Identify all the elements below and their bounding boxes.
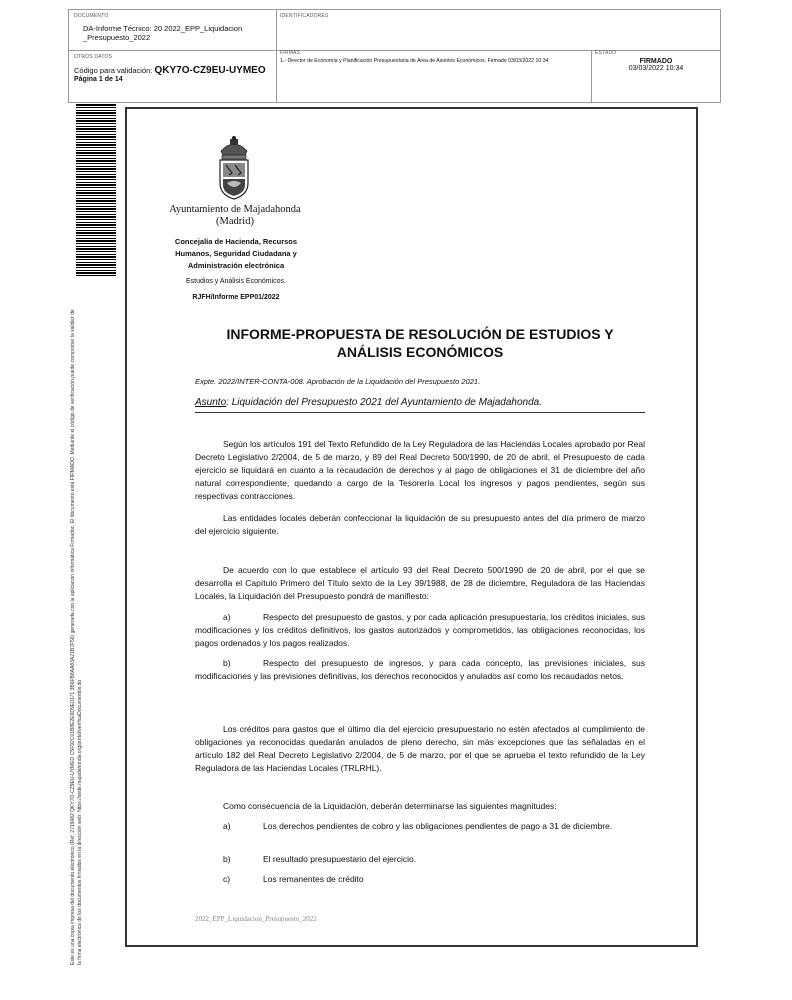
list-marker: b) — [223, 854, 231, 864]
codigo-label: Código para validación: — [74, 66, 153, 75]
list-marker: a) — [223, 821, 231, 831]
list-item — [195, 611, 645, 650]
verification-side-text: Este es una copia impresa del documento electrónico (Ref: 2719482 QKY7O-CZ9EU-UYMEO C5F92C01B8E2E6D9E0171 3B6FB8AA83A21B7F56) generada con la aplicación informática Firmadoc. El documento está FIRMADO. Mediante el código de verificación puede comprobar la validez de la firma electrónica de los documentos firmados en la dirección web: https://sede.majadahonda.org/portal/verificaDocumentos.do — [70, 309, 83, 965]
documento-value: DA-Informe Técnico: 20 2022_EPP_Liquidacion _Presupuesto_2022 — [83, 24, 243, 42]
paragraph-3 — [195, 564, 645, 603]
asunto — [195, 397, 645, 413]
list-marker: a) — [223, 612, 231, 622]
paragraph-text: Las entidades locales deberán confeccionar la liquidación de su presupuesto antes del día primero de marzo del ejercicio siguiente. — [195, 513, 645, 536]
list-item — [195, 853, 645, 866]
department: Estudios y Análisis Económicos. — [186, 278, 286, 285]
page-title: INFORME-PROPUESTA DE RESOLUCIÓN DE ESTUDIOS Y ANÁLISIS ECONÓMICOS — [226, 326, 614, 360]
paragraph-4 — [195, 723, 645, 775]
codigo-value: QKY7O-CZ9EU-UYMEO — [154, 65, 266, 76]
estado-label: ESTADO — [595, 50, 617, 56]
signature-header — [68, 9, 721, 103]
list-marker: b) — [223, 658, 231, 668]
list-text: Los derechos pendientes de cobro y las obligaciones pendientes de pago a 31 de diciembre. — [263, 821, 613, 831]
asunto-text: : Liquidación del Presupuesto 2021 del Ayuntamiento de Majadahonda. — [226, 397, 543, 408]
list-text: El resultado presupuestario del ejercicio. — [263, 854, 417, 864]
barcode — [76, 104, 116, 276]
estado-value: FIRMADO — [639, 58, 673, 65]
otros-datos-label: OTROS DATOS — [74, 54, 113, 60]
paragraph-text: Según los artículos 191 del Texto Refundido de la Ley Reguladora de las Haciendas Locales aprobado por Real Decreto Legislativo 2/2004, de 5 de marzo, y 89 del Real Decreto 500/1990, de 20 de abril, el Presupuesto de cada ejercicio se liquidará en cuanto a la recaudación de derechos y al pago de obligaciones el 31 de diciembre del año natural correspondiente, quedando a cargo de la Tesorería Local los ingresos y pagos pendientes, según sus respectivas contracciones. — [195, 439, 645, 501]
list-text: Los remanentes de crédito — [263, 874, 364, 884]
concejalia: Concejalía de Hacienda, Recursos Humanos, Seguridad Ciudadana y Administración electrónica — [174, 237, 298, 270]
letterhead-municipality — [160, 204, 310, 228]
firmas-label: FIRMAS — [280, 50, 301, 56]
expediente: Expte. 2022/INTER-CONTA-008. Aprobación de la Liquidación del Presupuesto 2021. — [195, 377, 481, 386]
documento-label: DOCUMENTO — [74, 13, 109, 19]
firmas-value: 1.- Director de Economía y Planificación Presupuestaria de Area de Asuntos Económicos. Firmado 03/03/2022 10:34 — [280, 58, 549, 64]
page-count: Página 1 de 14 — [74, 76, 123, 83]
paragraph-1 — [195, 438, 645, 503]
report-reference: RJFH/Informe EPP01/2022 — [192, 294, 280, 301]
ayuntamiento-province: (Madrid) — [216, 216, 254, 227]
asunto-label: Asunto — [195, 397, 227, 408]
paragraph-2 — [195, 512, 645, 538]
paragraph-5 — [195, 800, 645, 813]
list-text: Respecto del presupuesto de ingresos, y para cada concepto, las previsiones iniciales, sus modificaciones y las previsiones definitivas, los derechos reconocidos y anulados así como los recaudados netos. — [195, 658, 645, 681]
list-item — [195, 820, 645, 833]
paragraph-text: Los créditos para gastos que el último día del ejercicio presupuestario no estén afectados al cumplimiento de obligaciones ya reconocidas quedarán anulados de pleno derecho, sin más excepciones que las señaladas en el artículo 182 del Real Decreto Legislativo 2/2004, de 5 de marzo, por el que se aprueba el texto refundido de la Ley Reguladora de las Haciendas Locales (TRLRHL). — [195, 724, 645, 773]
coat-of-arms-icon — [213, 135, 255, 201]
paragraph-text: Como consecuencia de la Liquidación, deberán determinarse las siguientes magnitudes: — [223, 801, 557, 811]
list-marker: c) — [223, 874, 231, 884]
ayuntamiento-name: Ayuntamiento de Majadahonda — [169, 204, 301, 215]
list-item — [195, 873, 645, 886]
list-text: Respecto del presupuesto de gastos, y por cada aplicación presupuestaria, los créditos iniciales, sus modificaciones y los créditos definitivos, los gastos autorizados y comprometidos, las obligaciones reconocidas, los pagos ordenados y los pagos realizados. — [195, 612, 645, 648]
paragraph-text: De acuerdo con lo que establece el artículo 93 del Real Decreto 500/1990 de 20 de abril, por el que se desarrolla el Capítulo Primero del Título sexto de la Ley 39/1988, de 28 de diciembre, Reguladora de las Haciendas Locales, la Liquidación del Presupuesto pondrá de manifiesto: — [195, 565, 645, 601]
identificadores-label: IDENTIFICADORES — [280, 13, 329, 19]
list-item — [195, 657, 645, 683]
footer-filename: 2022_EPP_Liquidacion_Presupuesto_2022 — [195, 915, 317, 923]
estado-date: 03/03/2022 10:34 — [628, 65, 684, 72]
